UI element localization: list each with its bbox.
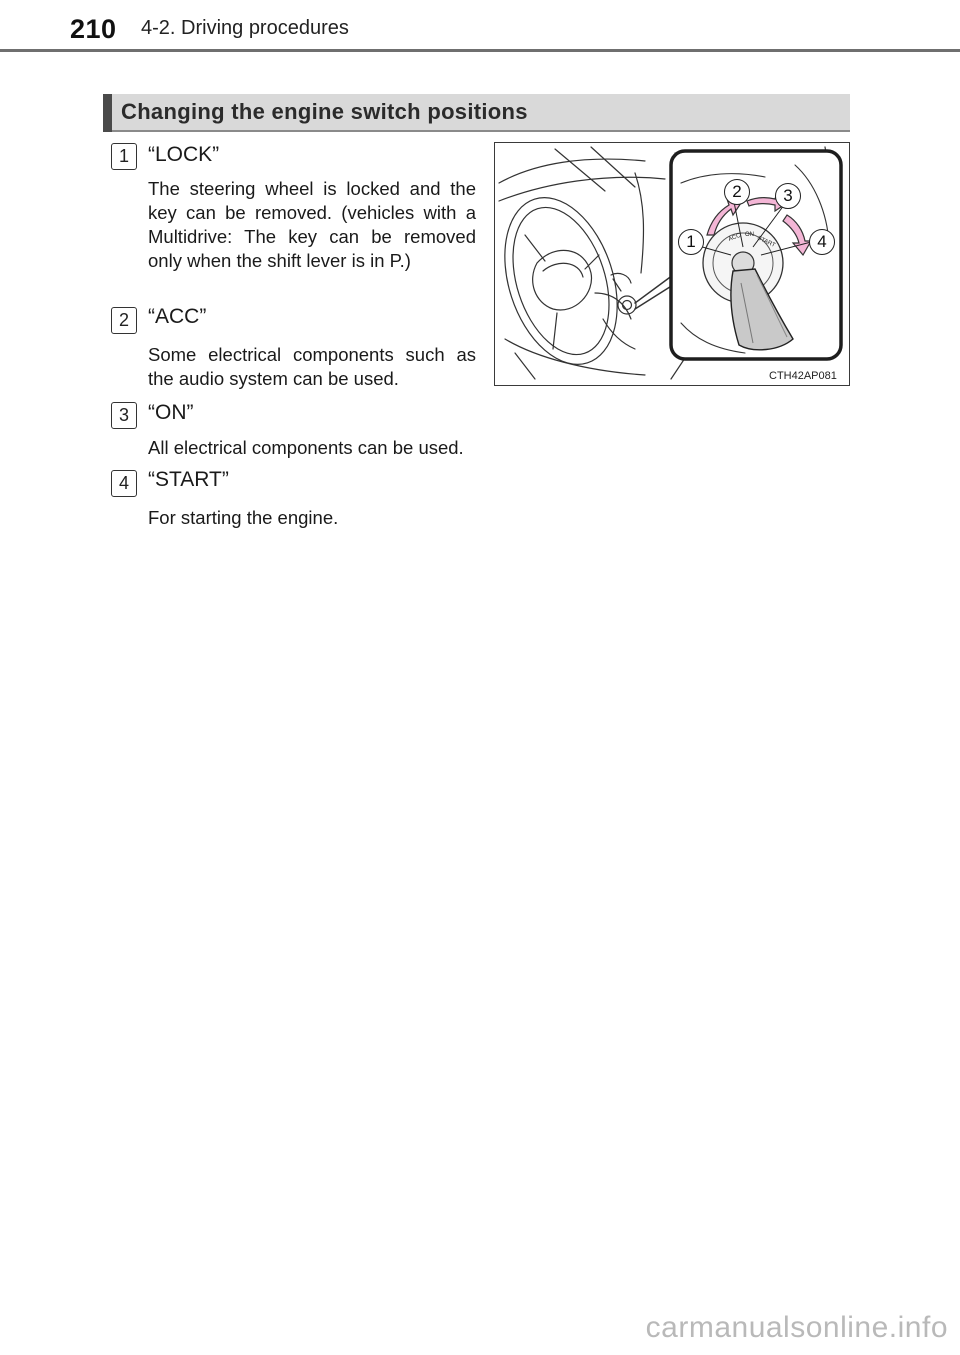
item-number-2: 2 (111, 307, 137, 334)
item-description-acc: Some electrical components such as the audio system can be used. (148, 344, 476, 389)
figure-callout-3: 3 (775, 183, 801, 209)
item-number-1: 1 (111, 143, 137, 170)
dial-label-on: ON (745, 232, 754, 238)
figure-callout-2: 2 (724, 179, 750, 205)
ignition-drawing (495, 143, 849, 385)
item-number-4: 4 (111, 470, 137, 497)
item-description-on: All electrical components can be used. (148, 437, 464, 458)
header-rule (0, 49, 960, 52)
figure-code: CTH42AP081 (769, 370, 837, 382)
chapter-title: 4-2. Driving procedures (141, 17, 349, 39)
watermark: carmanualsonline.info (645, 1311, 948, 1344)
page-number: 210 (70, 14, 117, 44)
section-heading (103, 94, 850, 132)
item-label-acc: “ACC” (148, 305, 207, 328)
section-accent-bar (103, 94, 112, 132)
ignition-illustration (494, 142, 850, 386)
item-description-lock: The steering wheel is locked and the key can be removed. (vehicles with a Multidrive: The key can be removed only when the shift lever is in P.) (148, 178, 476, 271)
item-label-on: “ON” (148, 401, 194, 424)
section-title: Changing the engine switch positions (121, 99, 528, 124)
figure-callout-1: 1 (678, 229, 704, 255)
item-label-lock: “LOCK” (148, 143, 220, 166)
item-description-start: For starting the engine. (148, 507, 339, 528)
dial-label-start: START (756, 235, 777, 249)
figure-callout-4: 4 (809, 229, 835, 255)
item-label-start: “START” (148, 468, 229, 491)
item-number-3: 3 (111, 402, 137, 429)
dial-label-acc: ACC (727, 232, 742, 243)
